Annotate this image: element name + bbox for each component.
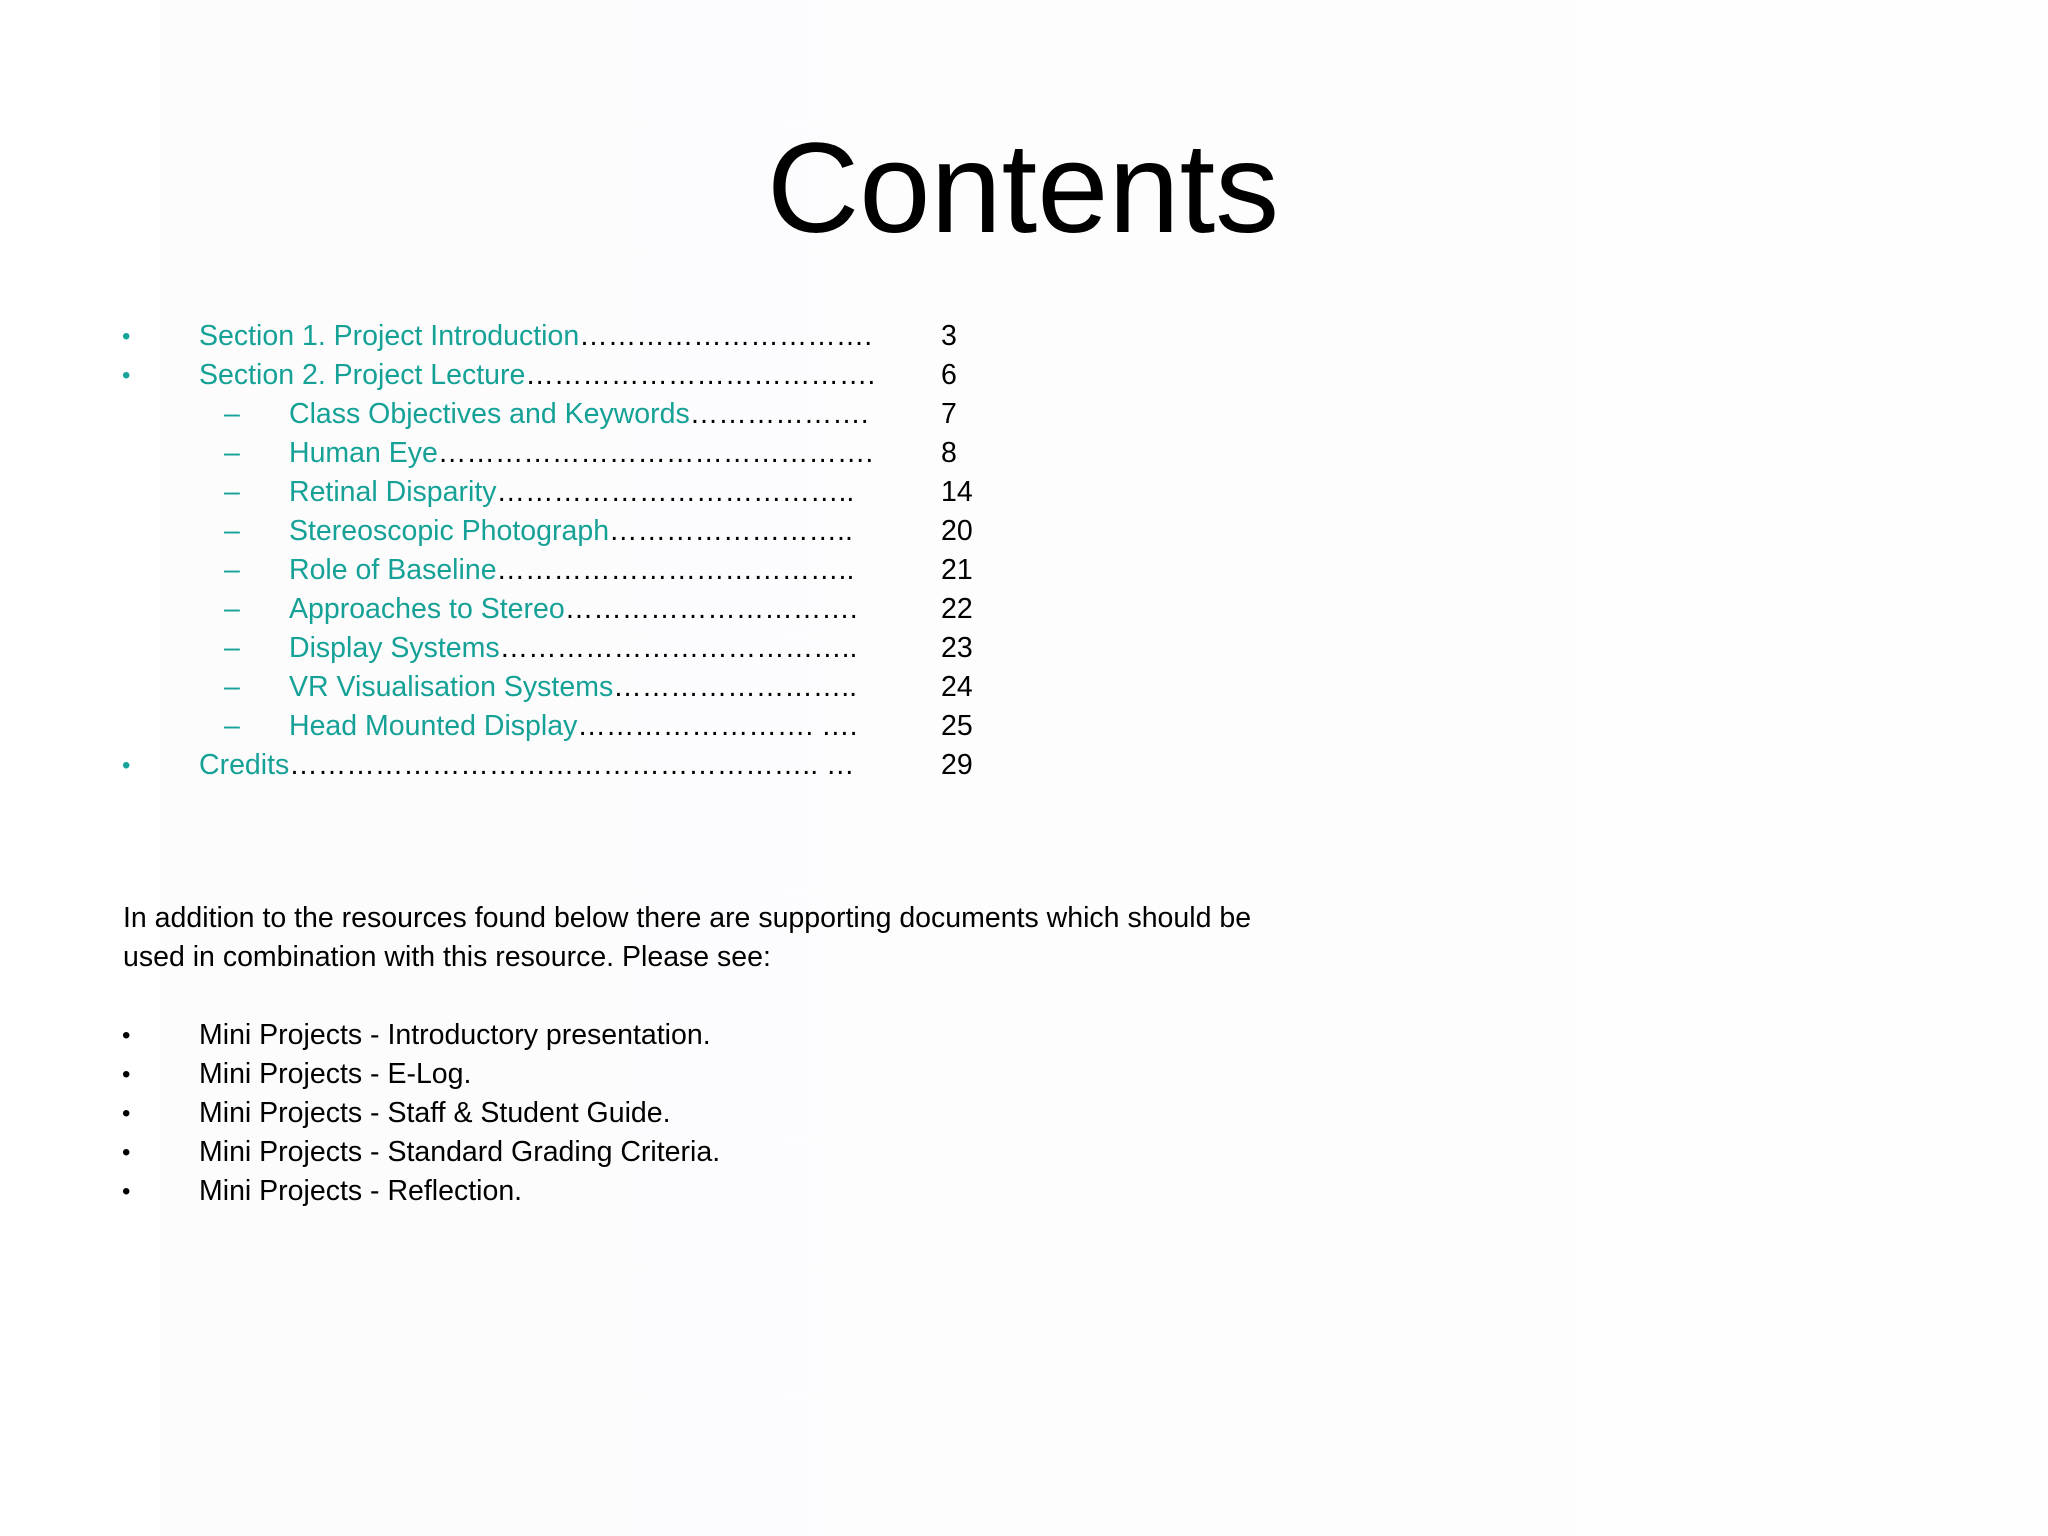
toc-entry-link[interactable]: Credits xyxy=(199,749,290,781)
list-item xyxy=(0,1016,1000,1055)
toc-subentry[interactable] xyxy=(0,707,1200,746)
bullet-icon: • xyxy=(122,752,131,779)
bullet-icon: • xyxy=(122,1022,131,1049)
toc-page-number: 14 xyxy=(941,476,973,508)
toc-leader-dots: …………………………. xyxy=(564,593,858,625)
bullet-icon: • xyxy=(122,1139,131,1166)
toc-page-number: 24 xyxy=(941,671,973,703)
dash-icon: – xyxy=(224,632,240,664)
toc-leader-dots: ……………………………….. xyxy=(499,632,858,664)
resource-label: Mini Projects - E-Log. xyxy=(199,1058,472,1090)
toc-subentry[interactable] xyxy=(0,473,1200,512)
resource-label: Mini Projects - Introductory presentation. xyxy=(199,1019,711,1051)
toc-entry[interactable] xyxy=(0,746,1200,785)
toc-leader-dots: ………………. xyxy=(689,398,869,430)
bullet-icon: • xyxy=(122,323,131,350)
bullet-icon: • xyxy=(122,1100,131,1127)
toc-leader-dots: ……………………………….. xyxy=(496,476,855,508)
toc-leader-dots: …………………………. xyxy=(579,320,873,352)
toc-subentry[interactable] xyxy=(0,629,1200,668)
toc-leader-dots: ………………………………………. xyxy=(437,437,874,469)
toc-page-number: 7 xyxy=(941,398,957,430)
dash-icon: – xyxy=(224,476,240,508)
resource-label: Mini Projects - Standard Grading Criteria. xyxy=(199,1136,721,1168)
toc-leader-dots: …………………….. xyxy=(609,515,853,547)
note-line: In addition to the resources found below there are supporting documents which should be xyxy=(123,902,1252,934)
toc-page-number: 21 xyxy=(941,554,973,586)
dash-icon: – xyxy=(224,710,240,742)
toc-page-number: 29 xyxy=(941,749,973,781)
toc-leader-dots: ………………………………. xyxy=(525,359,876,391)
bullet-icon: • xyxy=(122,1178,131,1205)
toc-entry[interactable] xyxy=(0,356,1200,395)
bullet-icon: • xyxy=(122,362,131,389)
toc-entry-link[interactable]: Role of Baseline xyxy=(289,554,497,586)
list-item xyxy=(0,1094,1000,1133)
dash-icon: – xyxy=(224,593,240,625)
toc-entry-link[interactable]: Human Eye xyxy=(289,437,438,469)
bullet-icon: • xyxy=(122,1061,131,1088)
toc-subentry[interactable] xyxy=(0,668,1200,707)
toc-subentry[interactable] xyxy=(0,551,1200,590)
toc-subentry[interactable] xyxy=(0,590,1200,629)
toc-entry-link[interactable]: Display Systems xyxy=(289,632,500,664)
toc-page-number: 3 xyxy=(941,320,957,352)
resource-list xyxy=(0,1016,1000,1211)
toc-entry-link[interactable]: Retinal Disparity xyxy=(289,476,497,508)
resource-label: Mini Projects - Reflection. xyxy=(199,1175,523,1207)
toc-subentry[interactable] xyxy=(0,512,1200,551)
toc-entry-link[interactable]: Class Objectives and Keywords xyxy=(289,398,690,430)
toc-entry-link[interactable]: Head Mounted Display xyxy=(289,710,578,742)
toc-entry-link[interactable]: Section 2. Project Lecture xyxy=(199,359,526,391)
resource-label: Mini Projects - Staff & Student Guide. xyxy=(199,1097,671,1129)
toc-leader-dots: ……………………. …. xyxy=(577,710,858,742)
list-item xyxy=(0,1172,1000,1211)
dash-icon: – xyxy=(224,671,240,703)
note-line: used in combination with this resource. Please see: xyxy=(123,941,771,973)
toc-subentry[interactable] xyxy=(0,434,1200,473)
dash-icon: – xyxy=(224,437,240,469)
toc-page-number: 8 xyxy=(941,437,957,469)
toc-leader-dots: ……………………………………………….. … xyxy=(289,749,855,781)
toc-page-number: 23 xyxy=(941,632,973,664)
toc-entry[interactable] xyxy=(0,317,1200,356)
toc-page-number: 20 xyxy=(941,515,973,547)
list-item xyxy=(0,1055,1000,1094)
toc-entry-link[interactable]: VR Visualisation Systems xyxy=(289,671,614,703)
dash-icon: – xyxy=(224,554,240,586)
list-item xyxy=(0,1133,1000,1172)
toc-entry-link[interactable]: Section 1. Project Introduction xyxy=(199,320,580,352)
toc-subentry[interactable] xyxy=(0,395,1200,434)
toc-entry-link[interactable]: Approaches to Stereo xyxy=(289,593,565,625)
toc-page-number: 25 xyxy=(941,710,973,742)
toc-entry-link[interactable]: Stereoscopic Photograph xyxy=(289,515,610,547)
toc-page-number: 6 xyxy=(941,359,957,391)
dash-icon: – xyxy=(224,515,240,547)
toc-leader-dots: ……………………………….. xyxy=(496,554,855,586)
toc-leader-dots: …………………….. xyxy=(613,671,858,703)
page-title: Contents xyxy=(766,117,1280,260)
table-of-contents xyxy=(0,317,1200,785)
dash-icon: – xyxy=(224,398,240,430)
toc-page-number: 22 xyxy=(941,593,973,625)
supporting-documents-note xyxy=(123,899,1323,977)
